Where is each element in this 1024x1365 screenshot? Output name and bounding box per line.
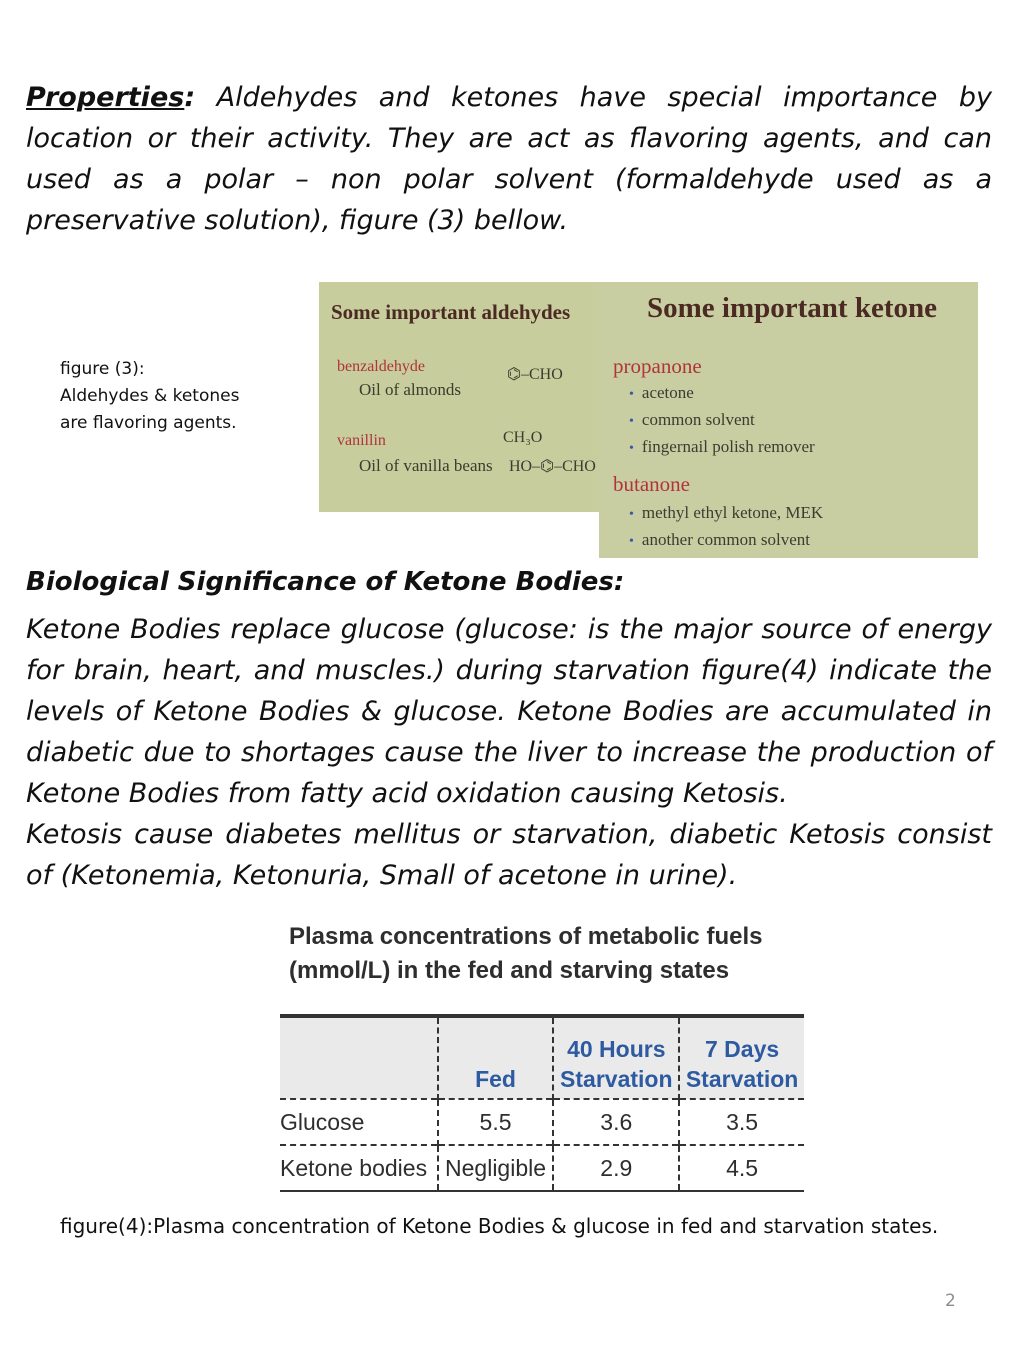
- ketones-title: Some important ketone: [647, 292, 937, 324]
- properties-label: Properties: [26, 82, 185, 113]
- table-header-row: [280, 1016, 804, 1099]
- ketones-panel: [599, 282, 978, 558]
- aldehydes-title: Some important aldehydes: [331, 300, 571, 324]
- figure3-caption-line: Aldehydes & ketones: [60, 386, 240, 406]
- table-row: [280, 1145, 804, 1191]
- vanillin-structure-top: CH₃O: [503, 429, 543, 446]
- cell-7-days: 3.5: [679, 1099, 804, 1145]
- figure3-caption-line: are flavoring agents.: [60, 413, 237, 433]
- butanone-bullets: [629, 500, 823, 554]
- aldehydes-panel: [319, 282, 601, 512]
- table-title-line: Plasma concentrations of metabolic fuels: [289, 923, 763, 950]
- cell-fed: 5.5: [438, 1099, 554, 1145]
- list-item: • fingernail polish remover: [629, 434, 815, 461]
- header-40-hours-line2: Starvation: [560, 1066, 673, 1092]
- figure4-caption: figure(4):Plasma concentration of Ketone Bodies & glucose in fed and starvation states.: [60, 1214, 939, 1238]
- row-label: Ketone bodies: [280, 1154, 428, 1181]
- header-7-days-line2: Starvation: [685, 1066, 799, 1092]
- figure3-caption-line: figure (3):: [60, 359, 145, 379]
- header-7-days: [679, 1016, 804, 1099]
- benzaldehyde-description: Oil of almonds: [359, 380, 461, 399]
- list-item: • methyl ethyl ketone, MEK: [629, 500, 823, 527]
- vanillin-name: vanillin: [337, 432, 386, 449]
- list-item: • common solvent: [629, 407, 815, 434]
- properties-text: Aldehydes and ketones have special importance by location or their activity. They are act as flavoring agents, and can used as a polar – non polar solvent (formaldehyde used as a preservative solution), figure (3) bellow.: [26, 82, 992, 236]
- list-item: • acetone: [629, 380, 815, 407]
- cell-fed: Negligible: [438, 1145, 554, 1191]
- properties-colon: :: [184, 82, 196, 113]
- propanone-name: propanone: [613, 354, 702, 378]
- vanillin-description: Oil of vanilla beans: [359, 456, 493, 475]
- plasma-table: [280, 1014, 804, 1192]
- cell-40-hours: 2.9: [553, 1145, 679, 1191]
- header-40-hours-line1: 40 Hours: [567, 1036, 666, 1062]
- list-item: • another common solvent: [629, 527, 823, 554]
- cell-7-days: 4.5: [679, 1145, 804, 1191]
- benzaldehyde-structure: ⌬–CHO: [507, 366, 563, 383]
- properties-paragraph: [26, 77, 992, 241]
- figure3-caption: [60, 356, 280, 437]
- biological-paragraph-2: Ketosis cause diabetes mellitus or starvation, diabetic Ketosis consist of (Ketonemia, Ketonuria, Small of acetone in urine).: [26, 819, 992, 891]
- table-title-line: (mmol/L) in the fed and starving states: [289, 957, 730, 984]
- row-label: Glucose: [280, 1108, 365, 1135]
- biological-body: [26, 609, 992, 896]
- propanone-bullets: [629, 380, 815, 461]
- header-fed: Fed: [438, 1016, 554, 1099]
- page-number: 2: [945, 1291, 956, 1311]
- benzaldehyde-name: benzaldehyde: [337, 358, 425, 375]
- biological-paragraph-1: Ketone Bodies replace glucose (glucose: is the major source of energy for brain, heart, and muscles.) during starvation figure(4) indicate the levels of Ketone Bodies & glucose. Ketone Bodies are accumulated in diabetic due to shortages cause the liver to increase the production of Ketone Bodies from fatty acid oxidation causing Ketosis.: [26, 614, 992, 809]
- header-40-hours: [553, 1016, 679, 1099]
- vanillin-structure: HO–⌬–CHO: [509, 458, 596, 475]
- table-title: [289, 920, 809, 988]
- header-blank: [280, 1016, 438, 1099]
- header-7-days-line1: 7 Days: [705, 1036, 780, 1062]
- biological-heading: Biological Significance of Ketone Bodies:: [26, 567, 625, 597]
- cell-40-hours: 3.6: [553, 1099, 679, 1145]
- table-row: [280, 1099, 804, 1145]
- butanone-name: butanone: [613, 472, 690, 496]
